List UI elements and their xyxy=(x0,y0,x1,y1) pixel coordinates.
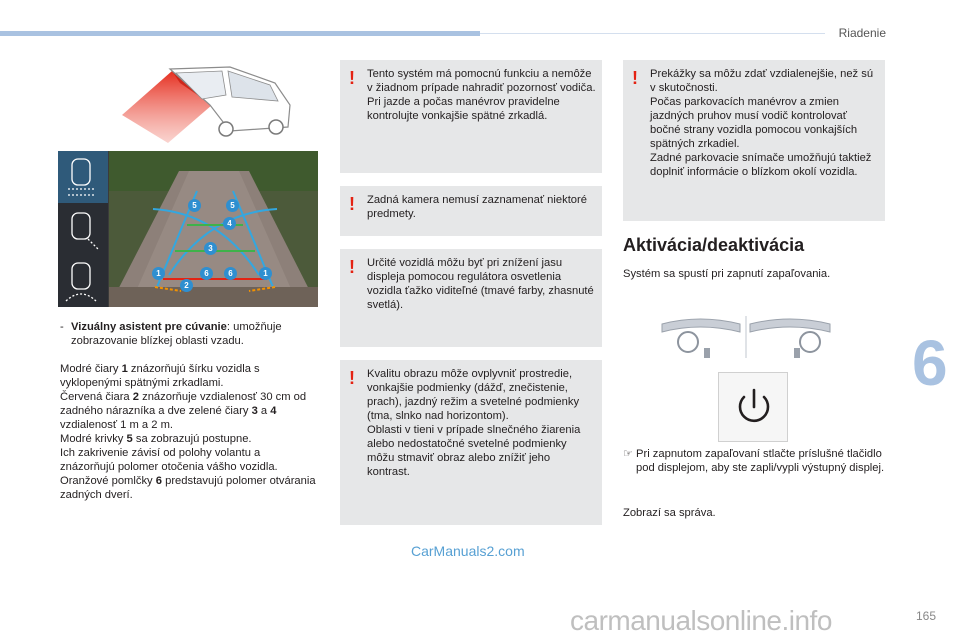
chapter-number: 6 xyxy=(912,327,948,399)
callout-1b: 1 xyxy=(259,267,272,280)
pointing-hand-icon: ☞ xyxy=(623,448,634,460)
line-item: Modré čiary 1 znázorňujú šírku vozidla s vyklopenými spätnými zrkadlami. xyxy=(60,363,260,389)
watermark-carmanuals2[interactable]: CarManuals2.com xyxy=(411,543,525,559)
bullet-bold-term: Vizuálny asistent pre cúvanie xyxy=(71,321,227,333)
warning-box-image-quality xyxy=(340,360,602,525)
warning-icon: ! xyxy=(349,194,355,214)
warning-box-objects xyxy=(340,186,602,236)
section-heading: Aktivácia/deaktivácia xyxy=(623,235,805,255)
warning-text: Tento systém má pomocnú funkciu a nemôže v žiadnom prípade nahradiť pozornosť vodiča. Pri jazde a počas manévrov pravidelne kontrolujte vonkajšie spätné zrkadlá. xyxy=(367,68,596,122)
car-rear-zone-illustration xyxy=(110,65,295,143)
top-accent-line xyxy=(480,33,825,34)
power-button-illustration xyxy=(718,372,788,442)
rear-camera-display-figure xyxy=(58,151,318,307)
warning-icon: ! xyxy=(349,68,355,88)
bullet-dash: - xyxy=(60,321,64,333)
power-icon xyxy=(719,373,789,443)
message-text: Zobrazí sa správa. xyxy=(623,507,716,519)
callout-6b: 6 xyxy=(224,267,237,280)
callout-5a: 5 xyxy=(188,199,201,212)
start-text: Systém sa spustí pri zapnutí zapaľovania. xyxy=(623,268,831,280)
bullet-description: : umožňuje zobrazovanie blízkej oblasti vzadu. xyxy=(71,321,282,347)
callout-4: 4 xyxy=(223,217,236,230)
warning-icon: ! xyxy=(349,257,355,277)
top-accent-bar xyxy=(0,31,480,36)
callout-1a: 1 xyxy=(152,267,165,280)
bullet-text: Pri zapnutom zapaľovaní stlačte príslušné tlačidlo pod displejom, aby ste zapli/vypli výstupný displej. xyxy=(636,448,885,474)
line-item: Ich zakrivenie závisí od polohy volantu a znázorňujú polomer otočenia vášho vozidla. xyxy=(60,447,278,473)
warning-text: Kvalitu obrazu môže ovplyvniť prostredie, vonkajšie podmienky (dážď, znečistenie, prach), jazdný režim a svetelné podmienky (tma, slnko nad horizontom). Oblasti v tieni v prípade slnečného žiarenia alebo nedostatočné svetelné podmienky môžu stmaviť obraz alebo znížiť jeho kontrast. xyxy=(367,368,581,478)
lines-explanation xyxy=(60,362,318,502)
visual-assist-bullet xyxy=(60,320,318,348)
warning-icon: ! xyxy=(349,368,355,388)
callout-5b: 5 xyxy=(226,199,239,212)
watermark-carmanualsonline[interactable]: carmanualsonline.info xyxy=(570,605,832,636)
warning-box-assist xyxy=(340,60,602,173)
line-item: Modré krivky 5 sa zobrazujú postupne. xyxy=(60,433,252,445)
line-item: Oranžové pomlčky 6 predstavujú polomer otvárania zadných dverí. xyxy=(60,475,316,501)
page-number: 165 xyxy=(915,609,936,623)
callout-3: 3 xyxy=(204,242,217,255)
callout-2: 2 xyxy=(180,279,193,292)
warning-text: Zadná kamera nemusí zaznamenať niektoré predmety. xyxy=(367,194,587,220)
dashboard-illustration xyxy=(660,312,832,362)
callout-6a: 6 xyxy=(200,267,213,280)
warning-box-brightness xyxy=(340,249,602,347)
warning-box-obstacles xyxy=(623,60,885,221)
chapter-tab xyxy=(902,327,960,399)
press-button-bullet xyxy=(623,447,885,475)
warning-icon: ! xyxy=(632,68,638,88)
callout-layer xyxy=(58,151,318,307)
line-item: Červená čiara 2 znázorňuje vzdialenosť 30 cm od zadného nárazníka a dve zelené čiary 3 a 4 vzdialenosť 1 m a 2 m. xyxy=(60,391,307,431)
warning-text: Prekážky sa môžu zdať vzdialenejšie, než sú v skutočnosti. Počas parkovacích manévrov a zmien jazdných pruhov musí vodič kontrolovať bočné strany vozidla pomocou vonkajších spätných zrkadiel. Zadné parkovacie snímače umožňujú taktiež doplniť informácie o blízkom okolí vozidla. xyxy=(650,68,874,178)
section-title: Riadenie xyxy=(838,26,886,40)
warning-text: Určité vozidlá môžu byť pri znížení jasu displeja pomocou regulátora osvetlenia vozidla ťažko viditeľné (tmavé farby, zhasnuté svetlá). xyxy=(367,257,594,311)
